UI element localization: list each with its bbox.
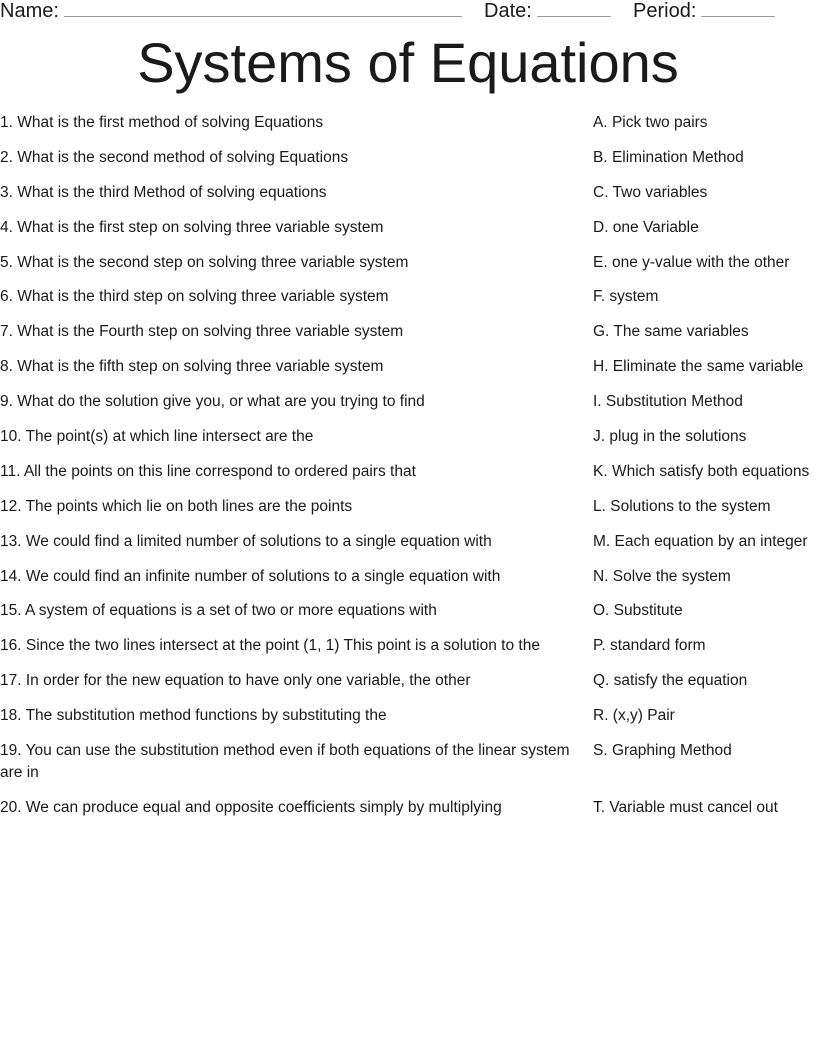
question-item: 13. We could find a limited number of solutions to a single equation with bbox=[0, 532, 492, 550]
question-item: 1. What is the first method of solving Equations bbox=[0, 114, 324, 131]
answer-item: N. Solve the system bbox=[593, 567, 731, 585]
question-item: 18. The substitution method functions by substituting the bbox=[0, 707, 387, 725]
answer-item: R. (x,y) Pair bbox=[593, 707, 675, 725]
answer-item: M. Each equation by an integer bbox=[593, 532, 808, 550]
answer-item: O. Substitute bbox=[593, 602, 683, 620]
question-item: 9. What do the solution give you, or what are you trying to find bbox=[0, 393, 425, 411]
period-label: Period: bbox=[633, 0, 697, 22]
question-item: 8. What is the fifth step on solving three variable system bbox=[0, 358, 384, 376]
answer-item: G. The same variables bbox=[593, 323, 749, 341]
question-item: 14. We could find an infinite number of solutions to a single equation with bbox=[0, 567, 501, 585]
answer-item: L. Solutions to the system bbox=[593, 497, 771, 515]
answer-item: P. standard form bbox=[593, 637, 706, 655]
answer-item: S. Graphing Method bbox=[593, 742, 732, 760]
name-label: Name: bbox=[0, 0, 59, 22]
question-item: 5. What is the second step on solving three variable system bbox=[0, 253, 409, 271]
question-item: 19. You can use the substitution method even if both equations of the linear system are in bbox=[0, 742, 570, 782]
answer-item: A. Pick two pairs bbox=[593, 114, 708, 131]
worksheet-header bbox=[0, 0, 816, 24]
answer-item: I. Substitution Method bbox=[593, 393, 743, 411]
questions-column bbox=[0, 112, 570, 832]
answers-column bbox=[593, 112, 816, 832]
answer-item: C. Two variables bbox=[593, 183, 708, 201]
question-item: 15. A system of equations is a set of two or more equations with bbox=[0, 602, 437, 620]
question-item: 12. The points which lie on both lines are the points bbox=[0, 497, 353, 515]
name-field bbox=[0, 0, 462, 22]
question-item: 7. What is the Fourth step on solving three variable system bbox=[0, 323, 404, 341]
answer-item: E. one y-value with the other bbox=[593, 253, 790, 271]
date-field bbox=[484, 0, 611, 22]
answer-item: T. Variable must cancel out bbox=[593, 799, 778, 817]
question-item: 16. Since the two lines intersect at the point (1, 1) This point is a solution to the bbox=[0, 637, 540, 655]
date-label: Date: bbox=[484, 0, 532, 22]
question-item: 2. What is the second method of solving Equations bbox=[0, 148, 349, 166]
answer-item: B. Elimination Method bbox=[593, 148, 744, 166]
answer-item: K. Which satisfy both equations bbox=[593, 462, 810, 480]
page-title: Systems of Equations bbox=[137, 31, 679, 94]
answer-item: D. one Variable bbox=[593, 218, 699, 236]
question-item: 20. We can produce equal and opposite coefficients simply by multiplying bbox=[0, 799, 502, 817]
name-blank-line bbox=[64, 0, 462, 17]
question-item: 11. All the points on this line correspond to ordered pairs that bbox=[0, 462, 416, 480]
question-item: 17. In order for the new equation to have only one variable, the other bbox=[0, 672, 471, 690]
question-item: 10. The point(s) at which line intersect are the bbox=[0, 428, 314, 446]
question-item: 6. What is the third step on solving three variable system bbox=[0, 288, 389, 306]
question-item: 3. What is the third Method of solving equations bbox=[0, 183, 327, 201]
answer-item: F. system bbox=[593, 288, 659, 306]
answer-item: H. Eliminate the same variable bbox=[593, 358, 804, 376]
question-item: 4. What is the first step on solving three variable system bbox=[0, 218, 384, 236]
answer-item: Q. satisfy the equation bbox=[593, 672, 748, 690]
date-blank-line bbox=[537, 0, 611, 17]
period-field bbox=[633, 0, 775, 22]
period-blank-line bbox=[701, 0, 775, 17]
answer-item: J. plug in the solutions bbox=[593, 428, 747, 446]
